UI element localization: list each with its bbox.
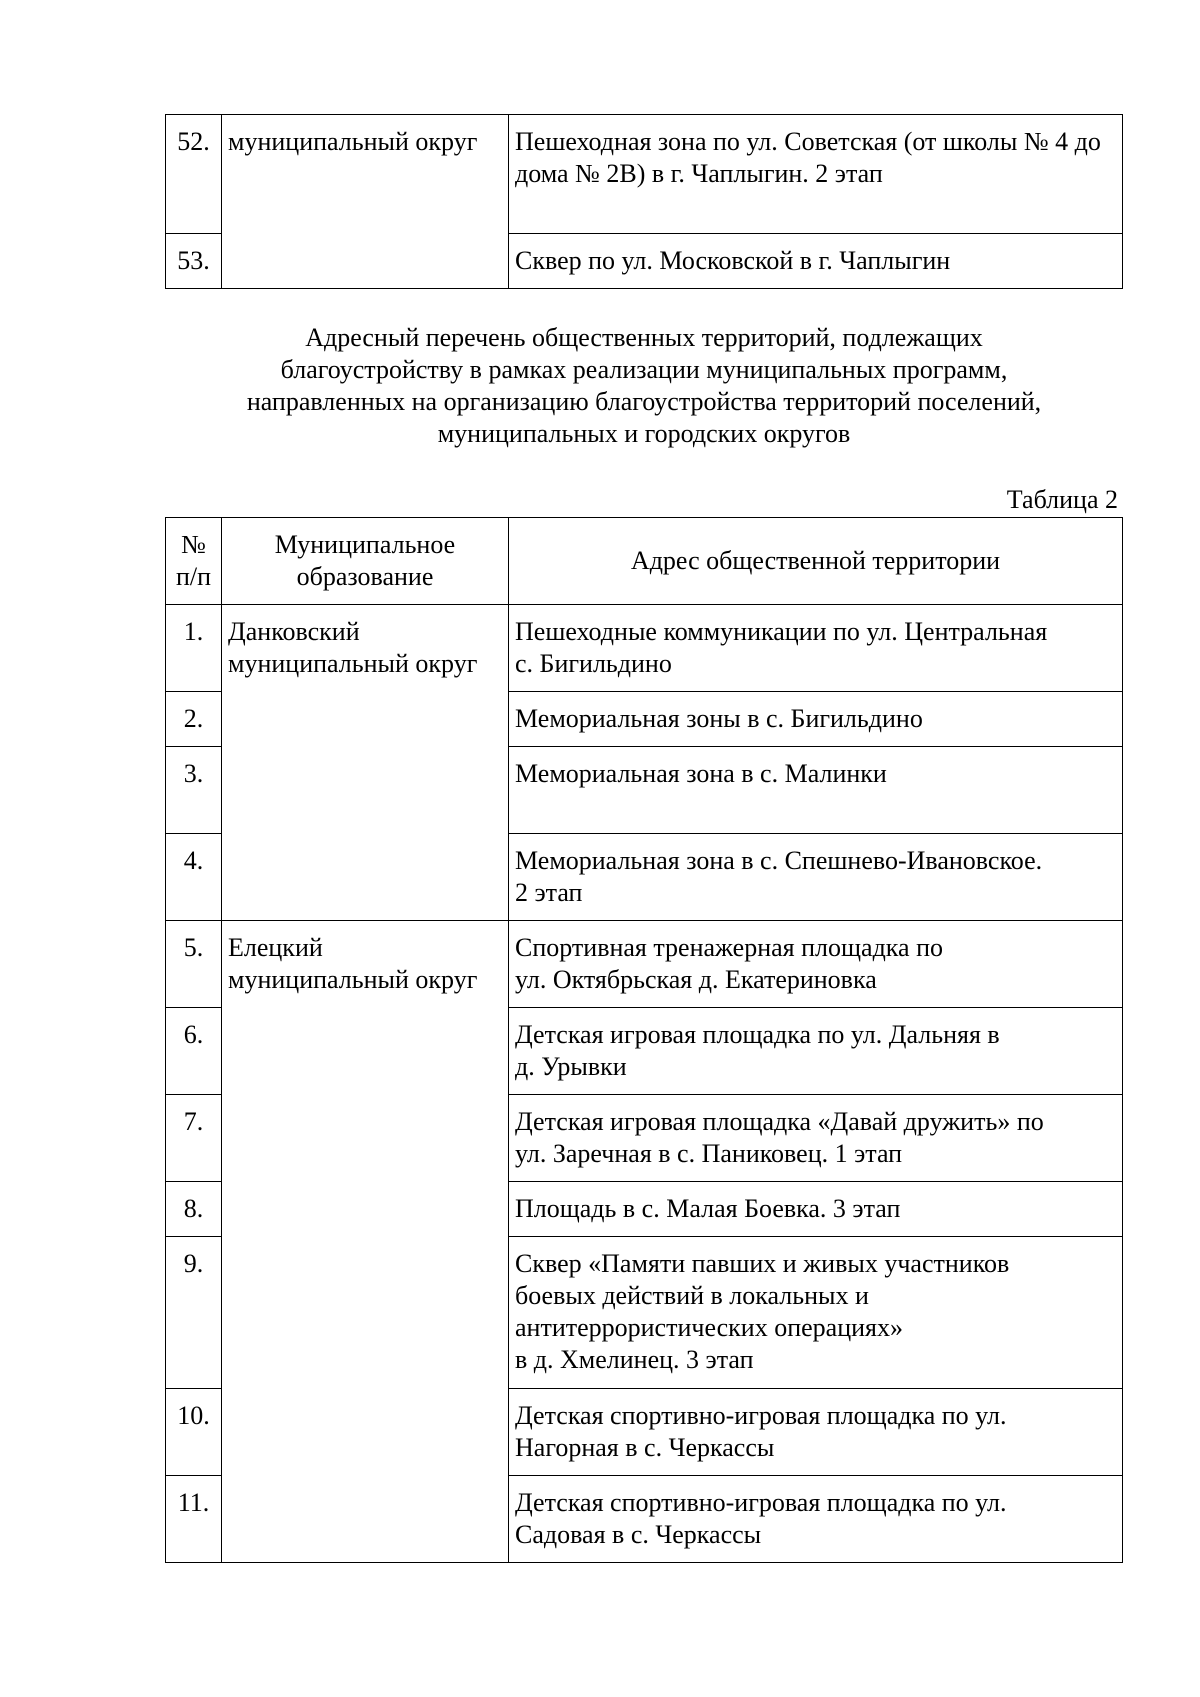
address-line: в д. Хмелинец. 3 этап [515, 1345, 754, 1374]
address-cell [509, 605, 1123, 692]
row-number: 7. [166, 1095, 222, 1182]
row-number: 8. [166, 1182, 222, 1237]
address-line: ул. Заречная в с. Паниковец. 1 этап [515, 1139, 903, 1168]
row-number: 6. [166, 1008, 222, 1095]
address-line: Пешеходные коммуникации по ул. Центральная [515, 617, 1048, 646]
header-num-line: № [181, 530, 206, 559]
address-line: ул. Октябрьская д. Екатериновка [515, 965, 877, 994]
address-line: Мемориальная зона в с. Спешнево-Ивановское. [515, 846, 1043, 875]
row-number: 11. [166, 1476, 222, 1563]
municipality-line: муниципальный округ [228, 649, 478, 678]
address-line: Детская спортивно-игровая площадка по ул. [515, 1488, 1007, 1517]
row-number: 1. [166, 605, 222, 692]
address-line: боевых действий в локальных и [515, 1281, 869, 1310]
row-number: 9. [166, 1237, 222, 1389]
header-num [166, 518, 222, 605]
table-row [166, 921, 1123, 1008]
address-line: Садовая в с. Черкассы [515, 1520, 762, 1549]
row-number: 4. [166, 834, 222, 921]
row-number: 53. [166, 234, 222, 289]
continued-table [165, 114, 1123, 289]
address-line: антитеррористических операциях» [515, 1313, 903, 1342]
address-line: Площадь в с. Малая Боевка. 3 этап [515, 1194, 901, 1223]
address-cell [509, 1182, 1123, 1237]
address-cell: Сквер по ул. Московской в г. Чаплыгин [509, 234, 1123, 289]
table-header-row [166, 518, 1123, 605]
address-line: Детская игровая площадка «Давай дружить» по [515, 1107, 1044, 1136]
header-address: Адрес общественной территории [509, 518, 1123, 605]
table-caption: Таблица 2 [1006, 485, 1118, 514]
municipality-cell [222, 921, 509, 1563]
table-row [166, 115, 1123, 234]
address-cell [509, 692, 1123, 747]
address-cell [509, 1476, 1123, 1563]
title-line: благоустройству в рамках реализации муниципальных программ, [280, 355, 1008, 384]
address-cell [509, 921, 1123, 1008]
address-line: д. Урывки [515, 1052, 627, 1081]
section-title [165, 322, 1123, 450]
address-cell [509, 834, 1123, 921]
header-municipality-line: Муниципальное [274, 530, 456, 559]
municipality-line: Елецкий [228, 933, 323, 962]
address-cell [509, 747, 1123, 834]
municipality-cell [222, 605, 509, 921]
address-line: Детская спортивно-игровая площадка по ул. [515, 1401, 1007, 1430]
header-num-line: п/п [175, 562, 212, 591]
row-number: 5. [166, 921, 222, 1008]
row-number: 3. [166, 747, 222, 834]
row-number: 10. [166, 1389, 222, 1476]
municipality-line: муниципальный округ [228, 965, 478, 994]
address-cell [509, 1389, 1123, 1476]
table-row [166, 605, 1123, 692]
address-line: Мемориальная зона в с. Малинки [515, 759, 887, 788]
municipality-line: Данковский [228, 617, 360, 646]
address-line: с. Бигильдино [515, 649, 672, 678]
address-line: Мемориальная зоны в с. Бигильдино [515, 704, 923, 733]
address-line: Детская игровая площадка по ул. Дальняя в [515, 1020, 1000, 1049]
row-number: 2. [166, 692, 222, 747]
address-cell [509, 1095, 1123, 1182]
title-line: Адресный перечень общественных территорий, подлежащих [305, 323, 983, 352]
address-line: Спортивная тренажерная площадка по [515, 933, 943, 962]
title-line: муниципальных и городских округов [437, 419, 851, 448]
header-municipality-line: образование [296, 562, 434, 591]
title-line: направленных на организацию благоустройства территорий поселений, [246, 387, 1042, 416]
row-number: 52. [166, 115, 222, 234]
municipality-cell: муниципальный округ [222, 115, 509, 289]
territories-table [165, 517, 1123, 1563]
address-line: Сквер «Памяти павших и живых участников [515, 1249, 1010, 1278]
address-cell [509, 1237, 1123, 1389]
address-cell [509, 1008, 1123, 1095]
address-line: 2 этап [515, 878, 583, 907]
address-line: Нагорная в с. Черкассы [515, 1433, 775, 1462]
address-cell: Пешеходная зона по ул. Советская (от школы № 4 до дома № 2В) в г. Чаплыгин. 2 этап [509, 115, 1123, 234]
header-municipality [222, 518, 509, 605]
